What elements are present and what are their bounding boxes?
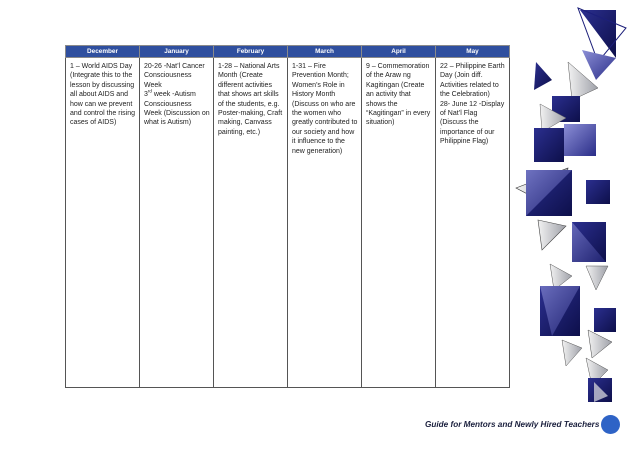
footer-title: Guide for Mentors and Newly Hired Teachers (425, 420, 600, 429)
triangle-shape (586, 266, 608, 290)
may-activity-2: 28- June 12 -Display of Nat’l Flag (Discuss the importance of our Philippine Flag) (440, 100, 505, 146)
ordinal-number: 3 (144, 91, 148, 99)
square-shape (564, 124, 596, 156)
december-activities (66, 58, 140, 388)
january-activity-2 (144, 90, 210, 128)
square-shape (534, 128, 564, 162)
april-activities (362, 58, 436, 388)
january-activity-2-text: week -Autism Consciousness Week (Discussion on what is Autism) (144, 91, 210, 127)
square-shape (586, 180, 610, 204)
month-header-row (66, 46, 510, 58)
january-activity-1: 20-26 -Nat’l Cancer Consciousness Week (144, 63, 205, 89)
may-activity-1: 22 – Philippine Earth Day (Join diff. Activities related to the Celebration) (440, 63, 505, 99)
activities-row (66, 58, 510, 388)
triangle-shape (538, 220, 566, 250)
decorative-triangles-graphic (512, 0, 638, 451)
march-activity-text: 1-31 – Fire Prevention Month; Women’s Role in History Month (Discuss on who are the women who greatly contributed to our society and how it influence to the new generation) (292, 63, 358, 155)
square-shape (594, 308, 616, 332)
triangle-shape (534, 62, 552, 90)
month-header-january: January (140, 46, 214, 58)
month-header-may: May (436, 46, 510, 58)
february-activities (214, 58, 288, 388)
monthly-calendar-table (65, 45, 510, 388)
january-activities (140, 58, 214, 388)
month-header-december: December (66, 46, 140, 58)
month-header-february: February (214, 46, 288, 58)
may-activities (436, 58, 510, 388)
triangle-shape (580, 10, 616, 58)
march-activities (288, 58, 362, 388)
page-number-marker (601, 415, 620, 434)
ordinal-suffix: rd (147, 88, 152, 94)
triangle-shape (588, 330, 612, 358)
triangle-shape (562, 340, 582, 366)
month-header-april: April (362, 46, 436, 58)
triangle-shape (582, 50, 616, 80)
month-header-march: March (288, 46, 362, 58)
february-activity-text: 1-28 – National Arts Month (Create different activities that shows art skills of the students, e.g. Poster-making, Craft making, Canvass painting, etc.) (218, 63, 283, 136)
december-activity-text: 1 – World AIDS Day (Integrate this to the lesson by discussing all about AIDS and how can we prevent and control the rising cases of AIDS) (70, 63, 135, 127)
april-activity-text: 9 – Commemoration of the Araw ng Kagitingan (Create an activity that shows the “Kagitingan” in every situation) (366, 63, 431, 127)
